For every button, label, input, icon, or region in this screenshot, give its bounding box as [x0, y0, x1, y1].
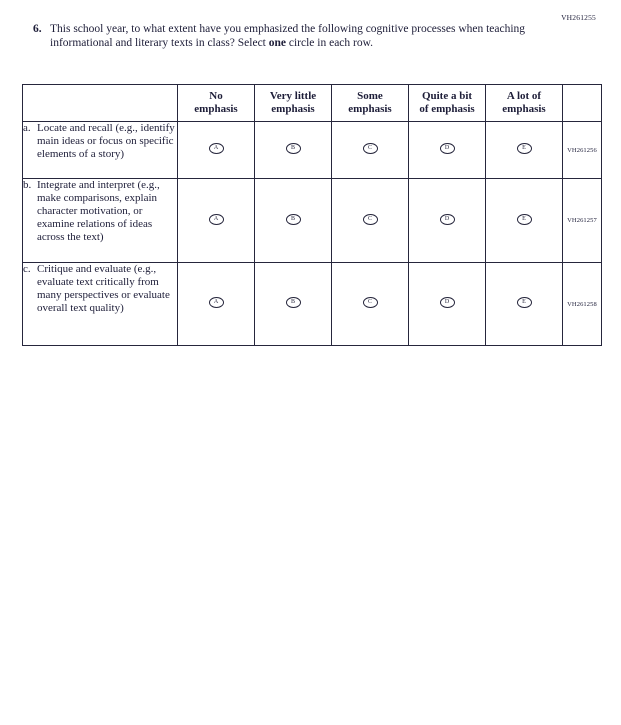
- oval-letter: E: [522, 299, 526, 305]
- answer-oval[interactable]: [286, 143, 301, 154]
- oval-letter: A: [213, 299, 219, 305]
- table-row-c: [23, 263, 602, 346]
- header-empty-label: [23, 85, 178, 122]
- oval-letter: D: [444, 299, 450, 305]
- answer-cell: [178, 263, 255, 346]
- header-line: emphasis: [502, 103, 546, 115]
- row-text: Critique and evaluate (e.g., evaluate text critically from many perspectives or evaluate overall text quality): [37, 263, 170, 314]
- question-text-part2: circle in each row.: [286, 36, 374, 49]
- answer-cell: [255, 179, 332, 263]
- table-row-b: [23, 179, 602, 263]
- answer-oval[interactable]: [286, 297, 301, 308]
- oval-letter: C: [367, 299, 372, 305]
- answer-cell: [255, 122, 332, 179]
- oval-letter: C: [367, 215, 372, 222]
- question-text: [50, 23, 545, 50]
- oval-letter: D: [444, 145, 450, 151]
- oval-letter: E: [522, 215, 526, 222]
- answer-cell: [332, 263, 409, 346]
- answer-cell: [255, 263, 332, 346]
- header-a-lot-emphasis: [486, 85, 563, 122]
- answer-oval[interactable]: [209, 214, 224, 225]
- row-text: Integrate and interpret (e.g., make comparisons, explain character motivation, or examine relations of ideas across the text): [37, 179, 160, 243]
- row-text: Locate and recall (e.g., identify main ideas or focus on specific elements of a story): [37, 122, 175, 160]
- oval-letter: A: [213, 215, 219, 222]
- oval-letter: C: [367, 145, 372, 151]
- header-line: A lot of: [506, 90, 542, 103]
- question-number: 6.: [33, 23, 42, 35]
- table-row-a: [23, 122, 602, 179]
- question-text-part1: This school year, to what extent have you emphasized the following cognitive processes when teaching informational and literary texts in class? Select: [50, 23, 526, 49]
- row-code: VH261256: [563, 122, 602, 179]
- answer-cell: [409, 263, 486, 346]
- header-empty-code: [563, 85, 602, 122]
- oval-letter: E: [522, 145, 526, 151]
- header-very-little-emphasis: [255, 85, 332, 122]
- answer-oval[interactable]: [363, 214, 378, 225]
- answer-oval[interactable]: [286, 214, 301, 225]
- oval-letter: A: [213, 145, 219, 151]
- answer-oval[interactable]: [209, 143, 224, 154]
- answer-cell: [486, 179, 563, 263]
- answer-oval[interactable]: [363, 297, 378, 308]
- answer-cell: [409, 122, 486, 179]
- header-line: Very little: [269, 90, 317, 103]
- header-some-emphasis: [332, 85, 409, 122]
- answer-cell: [332, 179, 409, 263]
- answer-cell: [332, 122, 409, 179]
- page-accession-code: VH261255: [561, 13, 596, 22]
- row-label-cell: [23, 179, 178, 263]
- header-quite-a-bit-emphasis: [409, 85, 486, 122]
- answer-oval[interactable]: [440, 143, 455, 154]
- answer-oval[interactable]: [517, 297, 532, 308]
- answer-cell: [486, 122, 563, 179]
- header-row: [23, 85, 602, 122]
- answer-oval[interactable]: [209, 297, 224, 308]
- response-matrix-table: [22, 84, 602, 346]
- answer-oval[interactable]: [517, 214, 532, 225]
- header-line: of emphasis: [419, 103, 475, 115]
- header-line: No: [209, 90, 223, 103]
- row-code: VH261258: [563, 263, 602, 346]
- header-no-emphasis: [178, 85, 255, 122]
- header-line: emphasis: [348, 103, 392, 115]
- row-letter: c.: [23, 263, 31, 275]
- header-line: emphasis: [271, 103, 315, 115]
- answer-oval[interactable]: [440, 297, 455, 308]
- question-block: [33, 23, 545, 50]
- oval-letter: B: [290, 145, 295, 151]
- answer-oval[interactable]: [363, 143, 378, 154]
- answer-cell: [486, 263, 563, 346]
- row-label-cell: [23, 122, 178, 179]
- header-line: emphasis: [194, 103, 238, 115]
- oval-letter: B: [290, 299, 295, 305]
- header-line: Some: [357, 90, 383, 103]
- answer-oval[interactable]: [517, 143, 532, 154]
- header-line: Quite a bit: [421, 90, 473, 103]
- answer-cell: [178, 179, 255, 263]
- row-letter: a.: [23, 122, 31, 134]
- answer-oval[interactable]: [440, 214, 455, 225]
- answer-cell: [178, 122, 255, 179]
- oval-letter: D: [444, 215, 450, 222]
- row-label-cell: [23, 263, 178, 346]
- row-letter: b.: [23, 179, 32, 191]
- row-code: VH261257: [563, 179, 602, 263]
- oval-letter: B: [290, 215, 295, 222]
- answer-cell: [409, 179, 486, 263]
- question-bold-word: one: [268, 36, 286, 49]
